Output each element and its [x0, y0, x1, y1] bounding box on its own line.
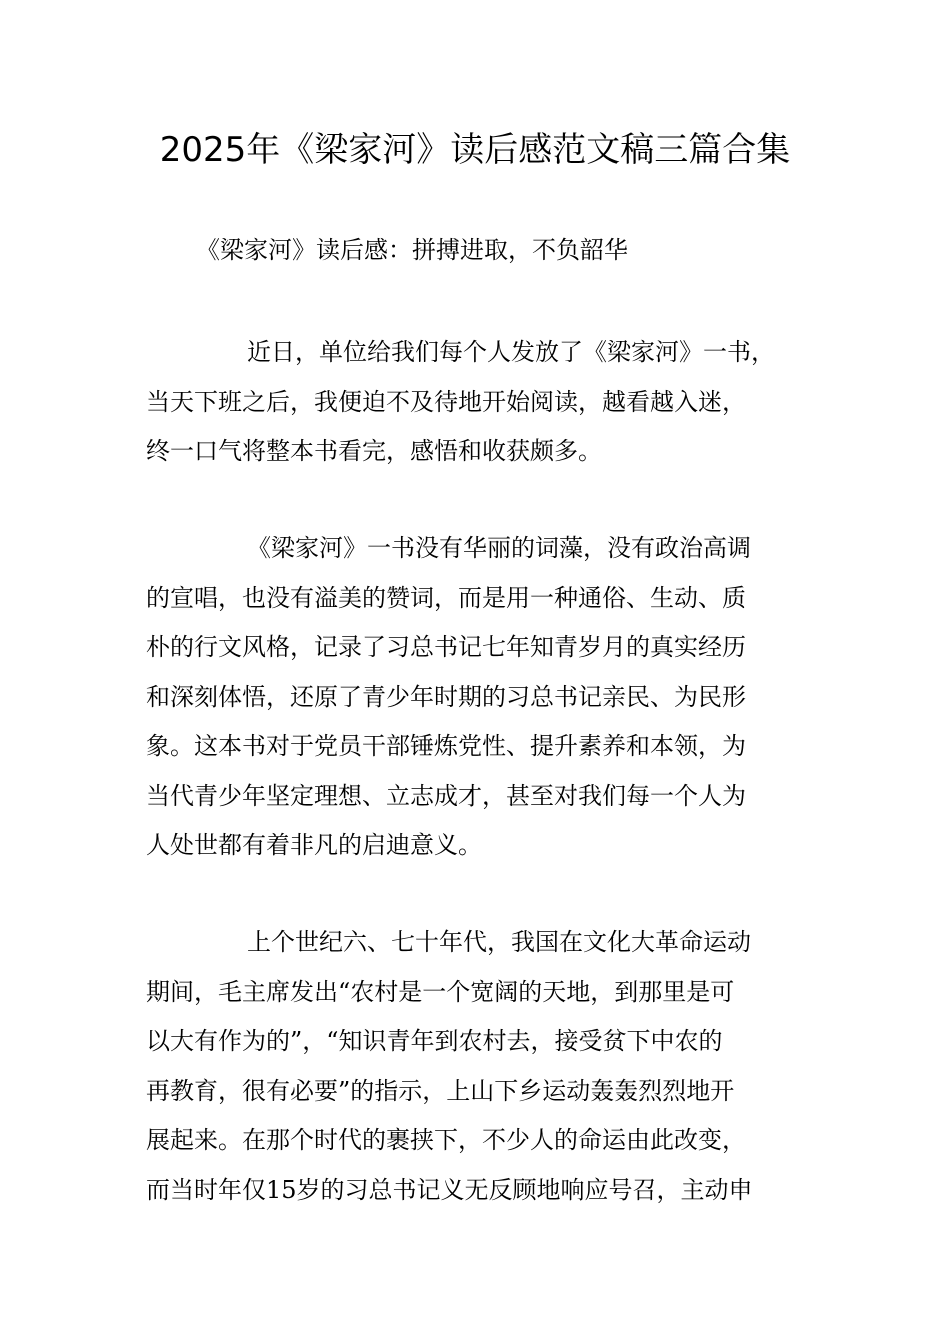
paragraph-line: 象。这本书对于党员干部锤炼党性、提升素养和本领，为	[146, 732, 746, 760]
paragraph-line: 和深刻体悟，还原了青少年时期的习总书记亲民、为民形	[146, 682, 746, 711]
essay-subtitle: 《梁家河》读后感：拼搏进取，不负韶华	[196, 236, 628, 264]
paragraph-line: 近日，单位给我们每个人发放了《梁家河》一书，	[247, 338, 775, 366]
paragraph-1	[146, 328, 816, 477]
paragraph-line: 终一口气将整本书看完，感悟和收获颇多。	[146, 437, 602, 465]
paragraph-line: 朴的行文风格，记录了习总书记七年知青岁月的真实经历	[146, 633, 746, 661]
paragraph-2	[146, 524, 816, 871]
paragraph-line: 以大有作为的”，“知识青年到农村去，接受贫下中农的	[146, 1027, 723, 1055]
paragraph-line: 当天下班之后，我便迫不及待地开始阅读，越看越入迷，	[146, 387, 746, 416]
paragraph-line: 当代青少年坚定理想、立志成才，甚至对我们每一个人为	[146, 781, 746, 810]
paragraph-line: 《梁家河》一书没有华丽的词藻，没有政治高调	[247, 534, 751, 562]
paragraph-line: 再教育，很有必要”的指示，上山下乡运动轰轰烈烈地开	[146, 1076, 735, 1105]
paragraph-line: 人处世都有着非凡的启迪意义。	[146, 831, 482, 859]
paragraph-line: 而当时年仅15岁的习总书记义无反顾地响应号召，主动申	[146, 1175, 753, 1204]
paragraph-line: 的宣唱，也没有溢美的赞词，而是用一种通俗、生动、质	[146, 583, 746, 612]
paragraph-line: 上个世纪六、七十年代，我国在文化大革命运动	[247, 928, 751, 956]
paragraph-3	[146, 918, 816, 1215]
document-title: 2025年《梁家河》读后感范文稿三篇合集	[159, 130, 791, 170]
paragraph-line: 展起来。在那个时代的裹挟下，不少人的命运由此改变，	[146, 1126, 746, 1154]
paragraph-line: 期间，毛主席发出“农村是一个宽阔的天地，到那里是可	[146, 977, 735, 1006]
